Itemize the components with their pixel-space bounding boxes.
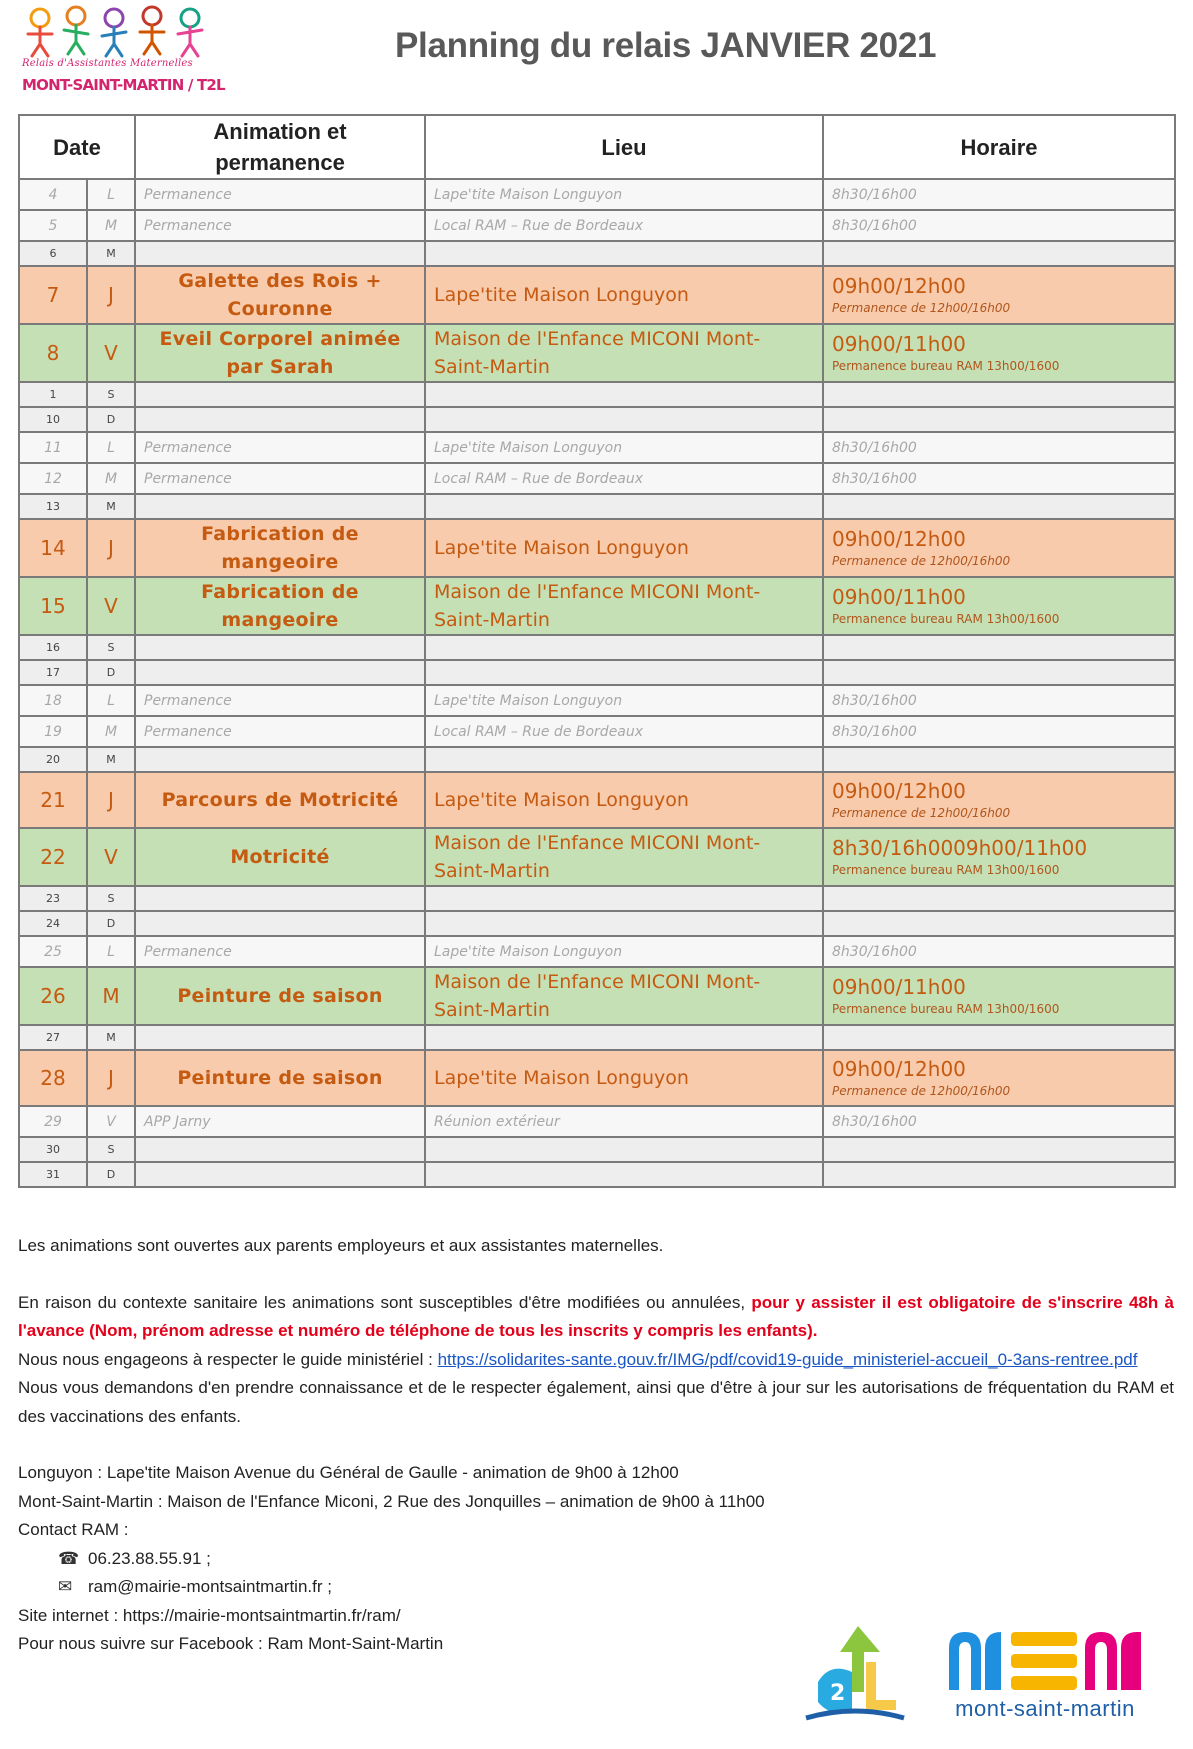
activity [135,1162,425,1187]
weekday: J [87,1050,135,1106]
hours-main: 09h00/12h00 [832,527,966,551]
activity [135,241,425,266]
ram-logo [18,4,243,102]
day-number: 5 [19,210,87,241]
day-number: 12 [19,463,87,494]
weekday: J [87,266,135,324]
hours [823,266,1175,324]
weekday: V [87,1106,135,1137]
place [425,747,823,772]
place [425,911,823,936]
place: Lape'tite Maison Longuyon [425,432,823,463]
day-number: 15 [19,577,87,635]
place [425,1025,823,1050]
column-activity-line2: permanence [215,150,345,175]
place: Lape'tite Maison Longuyon [425,266,823,324]
table-row [19,936,1175,967]
activity: Peinture de saison [135,1050,425,1106]
activity: Peinture de saison [135,967,425,1025]
place: Lape'tite Maison Longuyon [425,936,823,967]
weekday: M [87,716,135,747]
phone-icon: ☎ [58,1548,80,1568]
weekday: M [87,463,135,494]
column-place: Lieu [425,115,823,179]
day-number: 28 [19,1050,87,1106]
t2l-logo-icon [800,1622,910,1727]
weekday: V [87,324,135,382]
day-number: 4 [19,179,87,210]
hours-main: 09h00/12h00 [832,1057,966,1081]
hours: 8h30/16h00 [823,716,1175,747]
weekday: D [87,911,135,936]
day-number: 19 [19,716,87,747]
day-number: 24 [19,911,87,936]
column-activity-line1: Animation et [213,119,347,144]
hours-main: 09h00/11h00 [832,585,966,609]
day-number: 21 [19,772,87,828]
facebook-line: Pour nous suivre sur Facebook : Ram Mont-Saint-Martin [18,1634,444,1653]
hours [823,1050,1175,1106]
phone-number: 06.23.88.55.91 ; [88,1548,211,1568]
table-row [19,463,1175,494]
guide-intro: Nous nous engageons à respecter le guide ministériel : [18,1349,438,1369]
hours [823,382,1175,407]
column-activity [135,115,425,179]
hours [823,660,1175,685]
place: Maison de l'Enfance MICONI Mont-Saint-Martin [425,324,823,382]
place: Maison de l'Enfance MICONI Mont-Saint-Martin [425,967,823,1025]
activity [135,1025,425,1050]
hours [823,828,1175,886]
open-to-note: Les animations sont ouvertes aux parents employeurs et aux assistantes maternelles. [18,1236,664,1255]
day-number: 22 [19,828,87,886]
weekday: M [87,967,135,1025]
day-number: 31 [19,1162,87,1187]
hours: 8h30/16h00 [823,1106,1175,1137]
place: Lape'tite Maison Longuyon [425,519,823,577]
hours [823,519,1175,577]
day-number: 29 [19,1106,87,1137]
table-row [19,210,1175,241]
activity: Permanence [135,716,425,747]
activity: Galette des Rois + Couronne [135,266,425,324]
activity: Motricité [135,828,425,886]
longuyon-address: Longuyon : Lape'tite Maison Avenue du Général de Gaulle - animation de 9h00 à 12h00 [18,1463,679,1482]
table-row [19,635,1175,660]
weekday: L [87,432,135,463]
place: Local RAM – Rue de Bordeaux [425,716,823,747]
weekday: V [87,577,135,635]
weekday: L [87,179,135,210]
hours [823,886,1175,911]
day-number: 11 [19,432,87,463]
hours [823,1137,1175,1162]
hours: 8h30/16h00 [823,685,1175,716]
guide-note [18,1346,1174,1375]
activity: Permanence [135,685,425,716]
msm-logo [945,1626,1145,1726]
day-number: 8 [19,324,87,382]
table-row [19,1137,1175,1162]
hours [823,747,1175,772]
email-address: ram@mairie-montsaintmartin.fr ; [88,1577,332,1596]
activity [135,635,425,660]
activity: Permanence [135,210,425,241]
table-row [19,407,1175,432]
msm-caption: mont-saint-martin [955,1696,1135,1721]
day-number: 25 [19,936,87,967]
place [425,407,823,432]
place: Lape'tite Maison Longuyon [425,772,823,828]
weekday: M [87,210,135,241]
place: Lape'tite Maison Longuyon [425,1050,823,1106]
page-title: Planning du relais JANVIER 2021 [395,26,937,65]
email-line [18,1573,1174,1602]
hours [823,1025,1175,1050]
website-line: Site internet : https://mairie-montsaintmartin.fr/ram/ [18,1605,401,1625]
activity [135,494,425,519]
weekday: M [87,241,135,266]
place [425,382,823,407]
hours [823,1162,1175,1187]
table-row [19,519,1175,577]
weekday: D [87,660,135,685]
hours-sub: Permanence bureau RAM 13h00/1600 [832,1002,1060,1016]
mail-icon: ✉ [58,1577,73,1596]
place: Maison de l'Enfance MICONI Mont-Saint-Martin [425,577,823,635]
table-row [19,660,1175,685]
day-number: 14 [19,519,87,577]
weekday: M [87,494,135,519]
hours [823,577,1175,635]
activity [135,407,425,432]
place: Lape'tite Maison Longuyon [425,685,823,716]
children-drawing-icon [18,4,238,60]
weekday: V [87,828,135,886]
registration-warning: pour y assister il est obligatoire de s'inscrire 48h à l'avance (Nom, prénom adresse et numéro de téléphone de tous les inscrits y compris les enfants). [18,1292,1174,1340]
weekday: L [87,685,135,716]
day-number: 16 [19,635,87,660]
weekday: S [87,1137,135,1162]
table-row [19,772,1175,828]
table-row [19,266,1175,324]
day-number: 27 [19,1025,87,1050]
sanitary-intro: En raison du contexte sanitaire les animations sont susceptibles d'être modifiées ou annulées, [18,1292,752,1312]
table-row [19,179,1175,210]
table-row [19,747,1175,772]
activity [135,747,425,772]
hours [823,494,1175,519]
table-row [19,716,1175,747]
place [425,494,823,519]
activity: Fabrication de mangeoire [135,519,425,577]
place [425,660,823,685]
weekday: D [87,1162,135,1187]
day-number: 20 [19,747,87,772]
hours [823,635,1175,660]
table-row [19,685,1175,716]
table-header [19,115,1175,179]
hours-sub: Permanence bureau RAM 13h00/1600 [832,359,1060,373]
weekday: D [87,407,135,432]
place: Maison de l'Enfance MICONI Mont-Saint-Martin [425,828,823,886]
place: Local RAM – Rue de Bordeaux [425,463,823,494]
column-hours: Horaire [823,115,1175,179]
hours-main: 8h30/16h0009h00/11h00 [832,836,1088,860]
place: Local RAM – Rue de Bordeaux [425,210,823,241]
table-row [19,432,1175,463]
activity: APP Jarny [135,1106,425,1137]
table-row [19,828,1175,886]
table-row [19,967,1175,1025]
t2l-logo [800,1622,910,1727]
place [425,635,823,660]
day-number: 7 [19,266,87,324]
logo-name: MONT-SAINT-MARTIN / T2L [22,76,225,94]
msm-address: Mont-Saint-Martin : Maison de l'Enfance Miconi, 2 Rue des Jonquilles – animation de 9h00 à 11h00 [18,1491,765,1511]
activity: Permanence [135,936,425,967]
day-number: 30 [19,1137,87,1162]
hours: 8h30/16h00 [823,179,1175,210]
msm-logo-icon [945,1626,1145,1694]
weekday: J [87,772,135,828]
hours-main: 09h00/12h00 [832,274,966,298]
weekday: S [87,635,135,660]
table-row [19,1162,1175,1187]
place [425,1137,823,1162]
hours [823,772,1175,828]
day-number: 26 [19,967,87,1025]
activity [135,382,425,407]
table-row [19,577,1175,635]
table-row [19,1106,1175,1137]
phone-line [18,1545,1174,1574]
day-number: 6 [19,241,87,266]
planning-table [18,114,1176,1188]
hours-main: 09h00/11h00 [832,975,966,999]
activity: Fabrication de mangeoire [135,577,425,635]
hours-main: 09h00/12h00 [832,779,966,803]
logo-subtitle: Relais d'Assistantes Maternelles [22,58,193,69]
hours-sub: Permanence bureau RAM 13h00/1600 [832,863,1060,877]
notes-section [18,1232,1174,1659]
table-row [19,1025,1175,1050]
svg-text:2: 2 [830,1681,846,1706]
day-number: 10 [19,407,87,432]
weekday: S [87,382,135,407]
request-note: Nous vous demandons d'en prendre connaissance et de le respecter également, ainsi que d'être à jour sur les autorisations de fréquentation du RAM et des vaccinations des enfants. [18,1378,1174,1426]
hours [823,324,1175,382]
hours: 8h30/16h00 [823,936,1175,967]
weekday: L [87,936,135,967]
sanitary-note [18,1289,1174,1346]
contact-label: Contact RAM : [18,1520,129,1539]
hours: 8h30/16h00 [823,210,1175,241]
weekday: J [87,519,135,577]
activity: Eveil Corporel animée par Sarah [135,324,425,382]
place [425,886,823,911]
hours: 8h30/16h00 [823,463,1175,494]
activity: Permanence [135,432,425,463]
hours-sub: Permanence de 12h00/16h00 [832,301,1011,315]
day-number: 18 [19,685,87,716]
activity [135,1137,425,1162]
activity [135,886,425,911]
activity [135,660,425,685]
table-row [19,886,1175,911]
activity [135,911,425,936]
column-date: Date [19,115,135,179]
weekday: M [87,747,135,772]
hours [823,241,1175,266]
weekday: M [87,1025,135,1050]
table-row [19,1050,1175,1106]
table-row [19,382,1175,407]
hours: 8h30/16h00 [823,432,1175,463]
guide-link[interactable]: https://solidarites-sante.gouv.fr/IMG/pdf/covid19-guide_ministeriel-accueil_0-3ans-rentree.pdf [437,1349,1138,1369]
table-row [19,494,1175,519]
place [425,1162,823,1187]
day-number: 1 [19,382,87,407]
hours-sub: Permanence de 12h00/16h00 [832,1084,1011,1098]
table-row [19,911,1175,936]
activity: Permanence [135,463,425,494]
table-row [19,324,1175,382]
weekday: S [87,886,135,911]
place: Lape'tite Maison Longuyon [425,179,823,210]
hours [823,967,1175,1025]
hours-sub: Permanence bureau RAM 13h00/1600 [832,612,1060,626]
place [425,241,823,266]
table-row [19,241,1175,266]
hours-sub: Permanence de 12h00/16h00 [832,554,1011,568]
day-number: 17 [19,660,87,685]
hours-sub: Permanence de 12h00/16h00 [832,806,1011,820]
activity: Permanence [135,179,425,210]
activity: Parcours de Motricité [135,772,425,828]
hours [823,407,1175,432]
day-number: 13 [19,494,87,519]
day-number: 23 [19,886,87,911]
hours-main: 09h00/11h00 [832,332,966,356]
hours [823,911,1175,936]
place: Réunion extérieur [425,1106,823,1137]
